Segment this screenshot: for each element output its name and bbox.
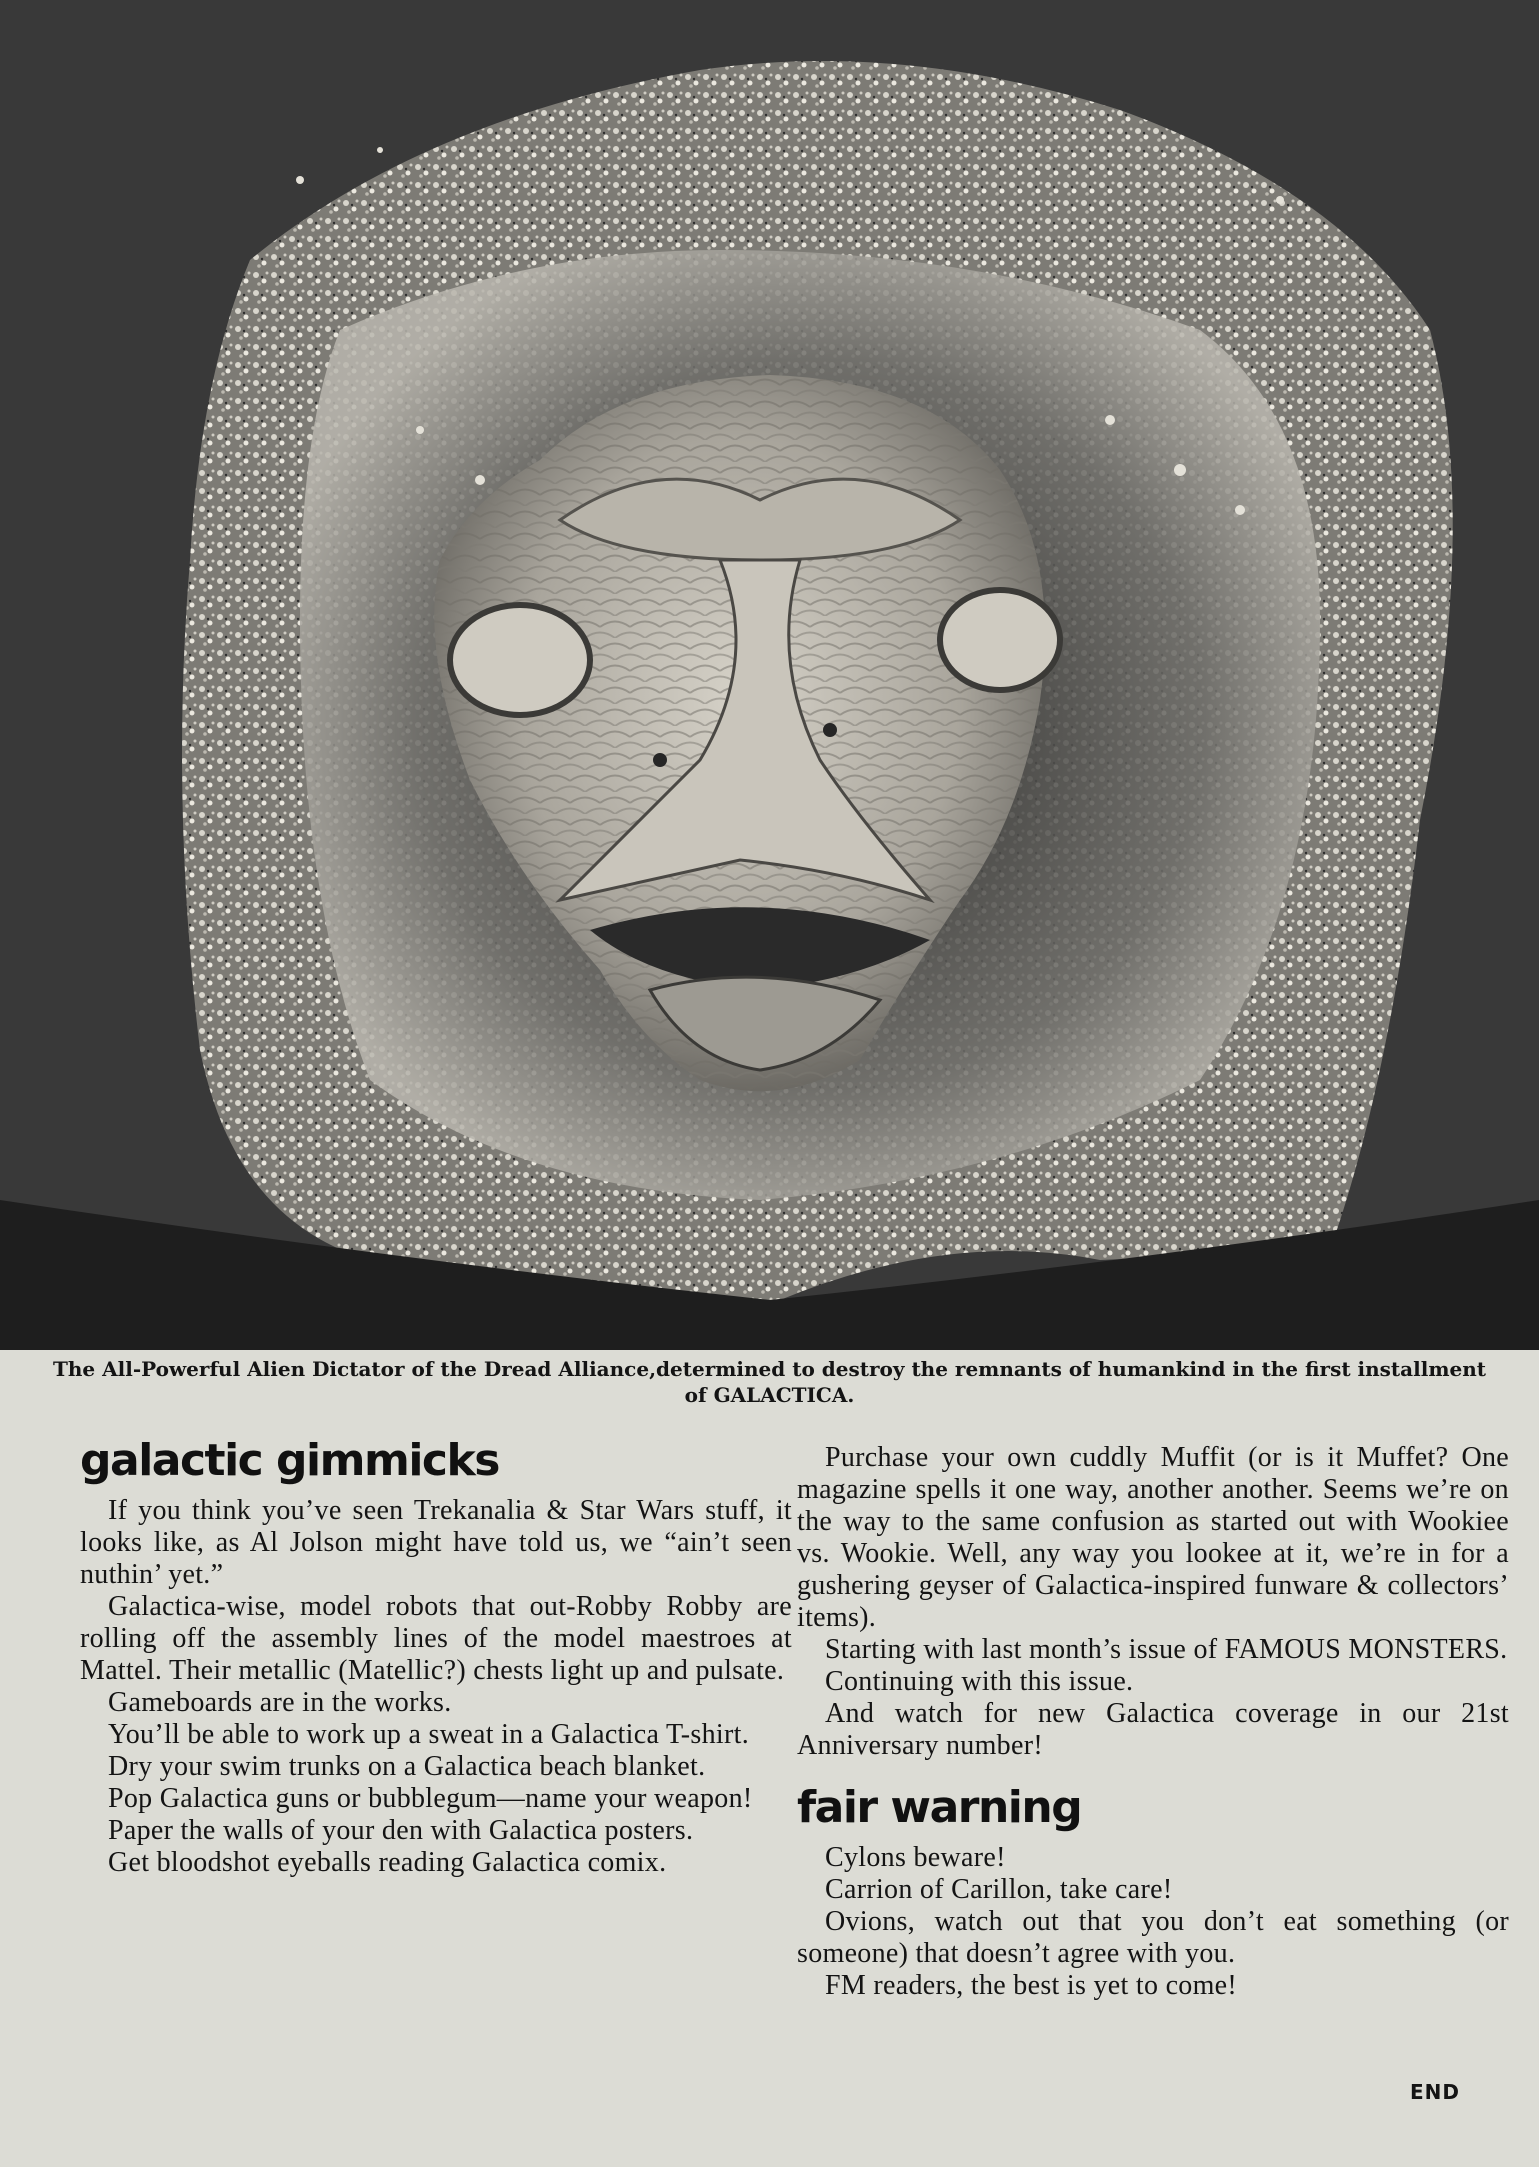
paragraph: Carrion of Carillon, take care! <box>825 1874 1173 1905</box>
paragraph: Purchase your own cuddly Muffit (or is it Muffet? One magazine spells it one way, another another. Seems we’re on the way to the same confusion as started out with Wookiee vs. Wookie. Well, any way you lookee at it, we’re in for a gushering geyser of Galactica-inspired funware & collectors’ items). <box>797 1442 1509 1633</box>
paragraph: Get bloodshot eyeballs reading Galactica comix. <box>108 1847 667 1878</box>
paragraph: FM readers, the best is yet to come! <box>825 1970 1238 2001</box>
right-column-body <box>797 1442 1509 1762</box>
paragraph: Cylons beware! <box>825 1842 1006 1873</box>
paragraph: Pop Galactica guns or bubblegum—name your weapon! <box>108 1783 753 1814</box>
section-heading-fair-warning: fair warning <box>797 1782 1082 1833</box>
paragraph: Starting with last month’s issue of FAMOUS MONSTERS. <box>825 1634 1508 1665</box>
paragraph: Galactica-wise, model robots that out-Robby Robby are rolling off the assembly lines of the model maestroes at Mattel. Their metallic (Matellic?) chests light up and pulsate. <box>80 1591 792 1686</box>
paragraph: Continuing with this issue. <box>825 1666 1134 1697</box>
paragraph: And watch for new Galactica coverage in our 21st Anniversary number! <box>797 1698 1509 1761</box>
paragraph: Gameboards are in the works. <box>108 1687 452 1718</box>
fair-warning-body <box>797 1842 1509 2002</box>
section-heading-galactic-gimmicks: galactic gimmicks <box>80 1435 499 1486</box>
left-column <box>80 1435 792 1879</box>
paragraph: You’ll be able to work up a sweat in a Galactica T-shirt. <box>108 1719 750 1750</box>
paragraph: If you think you’ve seen Trekanalia & Star Wars stuff, it looks like, as Al Jolson might have told us, we “ain’t seen nuthin’ yet.” <box>80 1495 792 1590</box>
end-mark: END <box>1410 2080 1461 2104</box>
photo-caption: The All-Powerful Alien Dictator of the Dread Alliance,determined to destroy the remnants of humankind in the first installment of GALACTICA. <box>53 1357 1486 1407</box>
paragraph: Dry your swim trunks on a Galactica beach blanket. <box>108 1751 706 1782</box>
right-column <box>797 1442 1509 2002</box>
paragraph: Paper the walls of your den with Galactica posters. <box>108 1815 694 1846</box>
paragraph: Ovions, watch out that you don’t eat something (or someone) that doesn’t agree with you. <box>797 1906 1509 1969</box>
left-column-body <box>80 1495 792 1879</box>
